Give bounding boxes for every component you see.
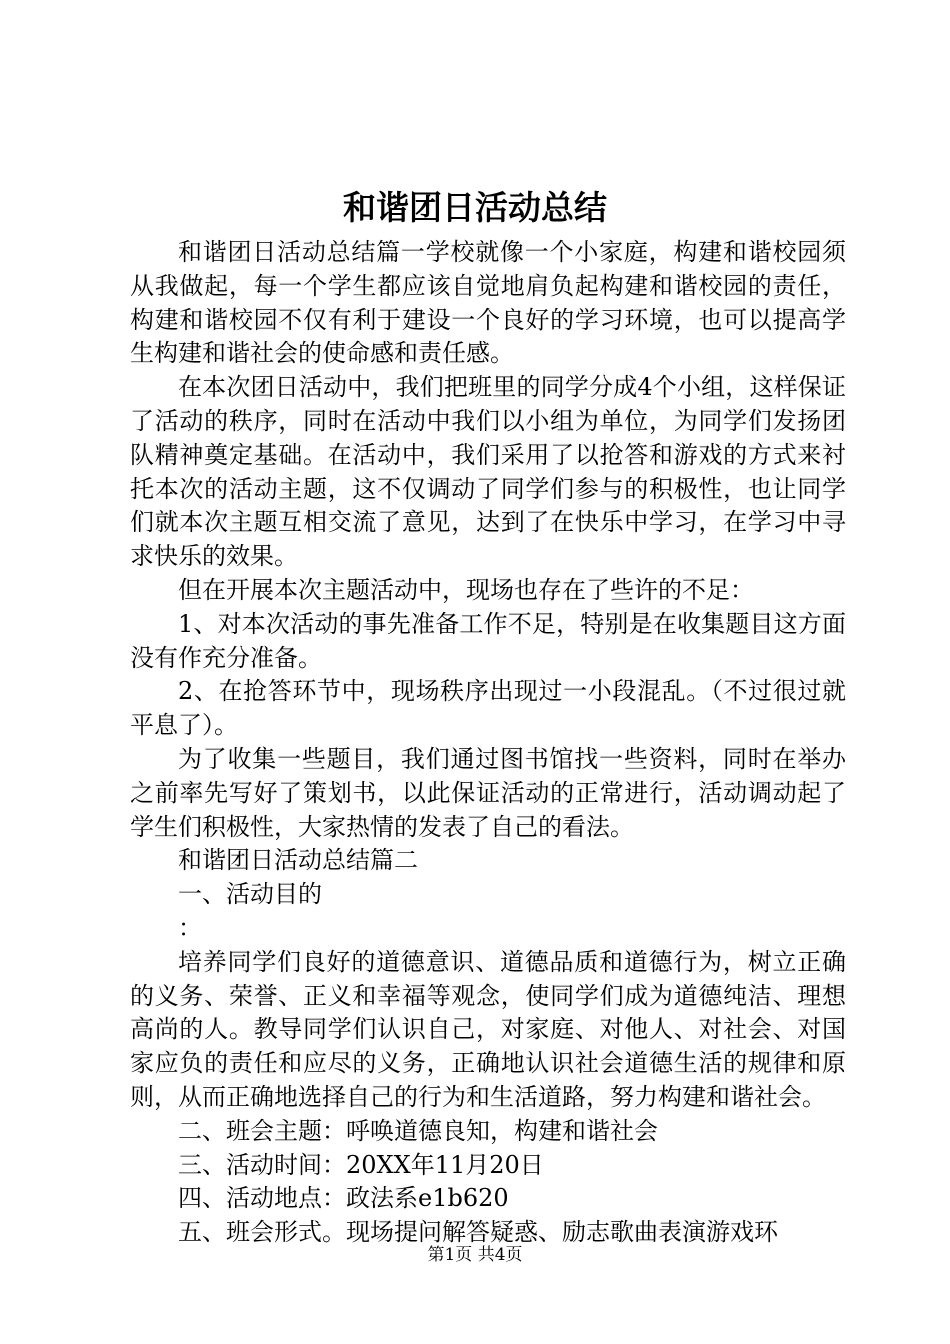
item-theme: 二、班会主题：呼唤道德良知，构建和谐社会: [178, 1116, 658, 1145]
paragraph-colon: ：: [178, 913, 202, 942]
item-location: 四、活动地点：政法系e1b620: [178, 1184, 509, 1213]
paragraph-shortcoming-1: 1、对本次活动的事先准备工作不足，特别是在收集题目这方面没有作充分准备。: [130, 609, 846, 672]
paragraph-shortcomings: 但在开展本次主题活动中，现场也存在了些许的不足：: [178, 575, 754, 604]
section-heading-purpose: 一、活动目的: [178, 880, 322, 909]
document-title: 和谐团日活动总结: [343, 188, 607, 227]
item-format: 五、班会形式。现场提问解答疑惑、励志歌曲表演游戏环: [178, 1218, 778, 1247]
section-heading-part-two: 和谐团日活动总结篇二: [178, 846, 418, 875]
paragraph-preparation: 为了收集一些题目，我们通过图书馆找一些资料，同时在举办之前率先写好了策划书，以此保证活动的正常进行，活动调动起了学生们积极性，大家热情的发表了自己的看法。: [130, 744, 846, 841]
paragraph-activity: 在本次团日活动中，我们把班里的同学分成4个小组，这样保证了活动的秩序，同时在活动中我们以小组为单位，为同学们发扬团队精神奠定基础。在活动中，我们采用了以抢答和游戏的方式来衬托本次的活动主题，这不仅调动了同学们参与的积极性，也让同学们就本次主题互相交流了意见，达到了在快乐中学习，在学习中寻求快乐的效果。: [130, 373, 846, 571]
page-number: 第1页 共4页: [427, 1245, 523, 1265]
paragraph-purpose: 培养同学们良好的道德意识、道德品质和道德行为，树立正确的义务、荣誉、正义和幸福等观念，使同学们成为道德纯洁、理想高尚的人。教导同学们认识自己，对家庭、对他人、对社会、对国家应负的责任和应尽的义务，正确地认识社会道德生活的规律和原则，从而正确地选择自己的行为和生活道路，努力构建和谐社会。: [130, 947, 846, 1111]
paragraph-shortcoming-2: 2、在抢答环节中，现场秩序出现过一小段混乱。（不过很过就平息了）。: [130, 677, 846, 740]
paragraph-intro: 和谐团日活动总结篇一学校就像一个小家庭，构建和谐校园须从我做起，每一个学生都应该自觉地肩负起构建和谐校园的责任，构建和谐校园不仅有利于建设一个良好的学习环境，也可以提高学生构建和谐社会的使命感和责任感。: [130, 238, 846, 368]
item-time: 三、活动时间：20XX年11月20日: [178, 1150, 544, 1179]
document-body: [130, 236, 846, 1250]
